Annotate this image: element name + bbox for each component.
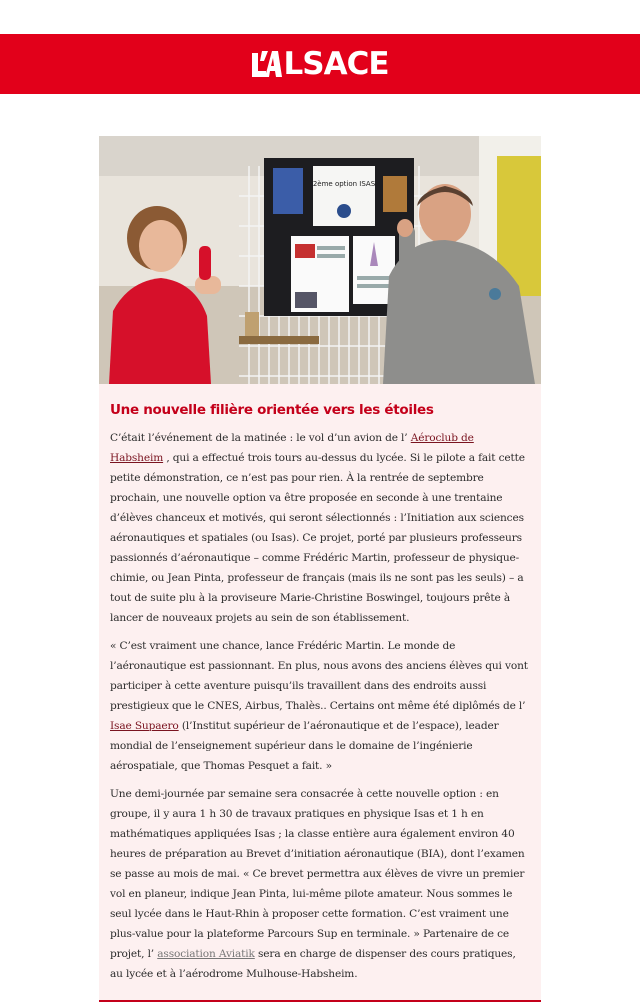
spacer xyxy=(0,94,640,136)
paragraph-1 xyxy=(110,428,530,628)
top-margin xyxy=(0,0,640,34)
site-header xyxy=(0,34,640,94)
article-headline: Une nouvelle filière orientée vers les étoiles xyxy=(110,402,434,418)
association-aviatik-link[interactable]: association Aviatik xyxy=(157,948,255,960)
aeroclub-habsheim-link[interactable]: Aéroclub de Habsheim xyxy=(110,432,474,464)
paragraph-1-text-start: C’était l’événement de la matinée : le vol d’un avion de l’ xyxy=(110,432,411,444)
article-photo xyxy=(99,136,541,384)
poster-title: 2ème option ISAS xyxy=(312,180,376,188)
paragraph-3 xyxy=(110,784,530,984)
lalsace-logo[interactable] xyxy=(252,45,389,82)
paragraph-3-text-end: sera en charge de dispenser des cours pratiques, au lycée et à l’aérodrome Mulhouse-Habsheim. xyxy=(110,948,516,980)
logo-text: LSACE xyxy=(283,45,389,82)
isae-supaero-link[interactable]: Isae Supaero xyxy=(110,720,179,732)
logo-l-apostrophe-icon xyxy=(252,49,282,79)
paragraph-2-text-start: « C’est vraiment une chance, lance Frédéric Martin. Le monde de l’aéronautique est passionnant. En plus, nous avons des anciens élèves qui vont participer à cette aventure puisqu’ils travaillent dans des endroits aussi prestigieux que le CNES, Airbus, Thalès.. Certains ont même été diplômés de l’ xyxy=(110,640,528,712)
paragraph-2 xyxy=(110,636,530,776)
paragraph-1-text-end: , qui a effectué trois tours au-dessus du lycée. Si le pilote a fait cette petite démonstration, ce n’est pas pour rien. À la rentrée de septembre prochain, une nouvelle option va être proposée en seconde à une trentaine d’élèves chanceux et motivés, qui seront sélectionnés : l’Initiation aux sciences aéronautiques et spatiales (ou Isas). Ce projet, porté par plusieurs professeurs passionnés d’aéronautique – comme Frédéric Martin, professeur de physique-chimie, ou Jean Pinta, professeur de français (mais ils ne sont pas les seuls) – a tout de suite plu à la proviseure Marie-Christine Boswingel, toujours prête à lancer de nouveaux projets au sein de son établissement. xyxy=(110,452,525,624)
article-card xyxy=(99,136,541,1002)
paragraph-2-text-end: (l’Institut supérieur de l’aéronautique et de l’espace), leader mondial de l’enseignement supérieur dans le domaine de l’ingénierie aérospatiale, que Thomas Pesquet a fait. » xyxy=(110,720,499,772)
article-content xyxy=(99,402,541,984)
paragraph-3-text-start: Une demi-journée par semaine sera consacrée à cette nouvelle option : en groupe, il y aura 1 h 30 de travaux pratiques en physique Isas et 1 h en mathématiques appliquées Isas ; la classe entière aura également environ 40 heures de préparation au Brevet d’initiation aéronautique (BIA), dont l’examen se passe au mois de mai. « Ce brevet permettra aux élèves de vivre un premier vol en planeur, indique Jean Pinta, lui-même pilote amateur. Nous sommes le seul lycée dans le Haut-Rhin à proposer cette formation. C’est vraiment une plus-value pour la plateforme Parcours Sup en terminale. » Partenaire de ce projet, l’ xyxy=(110,788,525,960)
